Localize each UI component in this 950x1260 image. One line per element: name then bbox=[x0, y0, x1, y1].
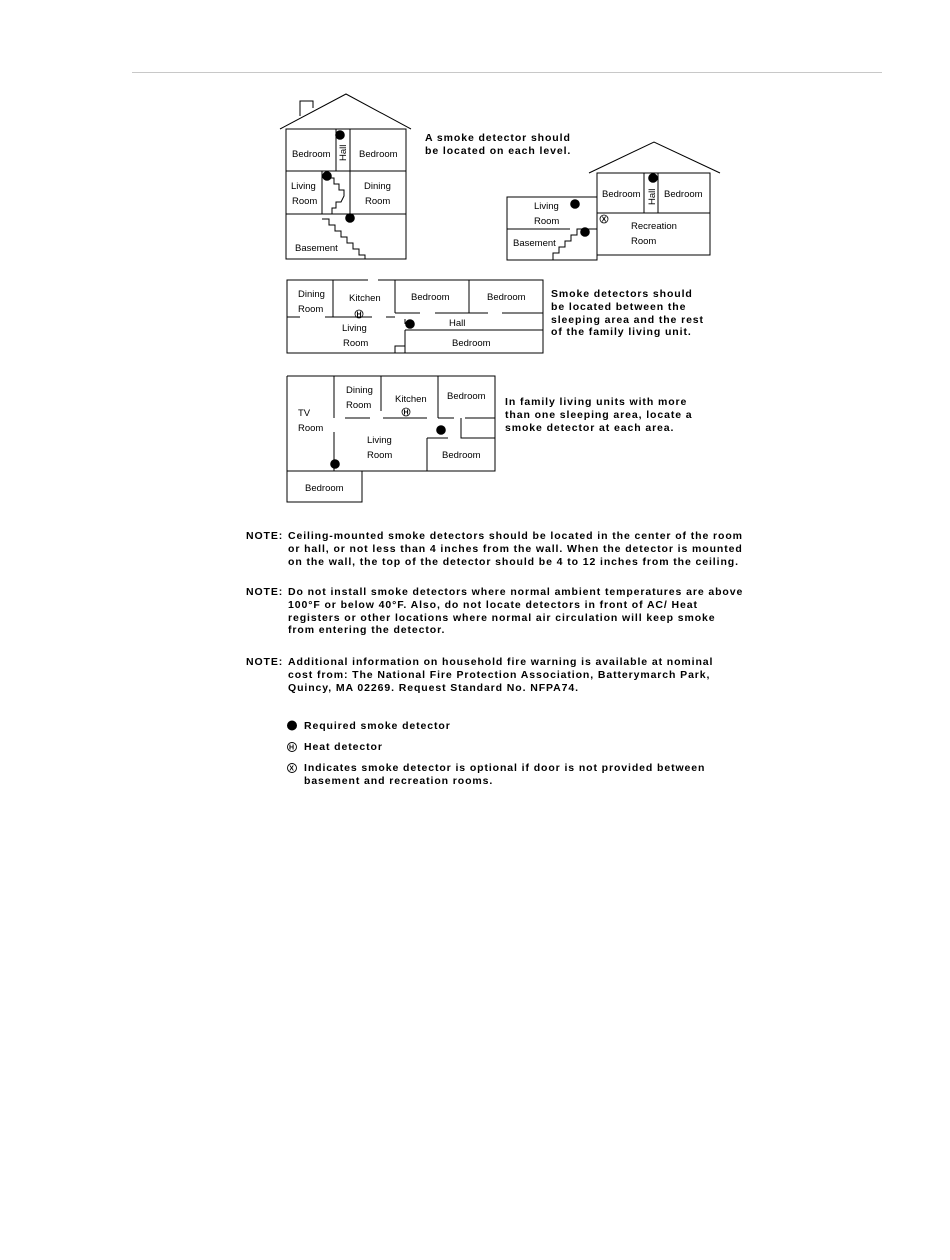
room-label: Basement bbox=[513, 238, 556, 249]
caption-between-areas: Smoke detectors should be located between the sleeping area and the rest of the family living unit. bbox=[551, 288, 704, 339]
room-label: Bedroom bbox=[602, 189, 641, 200]
room-label: Room bbox=[298, 304, 324, 315]
room-label: Bedroom bbox=[447, 391, 486, 402]
room-label: Recreation bbox=[631, 221, 677, 232]
room-label: Dining bbox=[364, 181, 391, 192]
room-label: Living bbox=[367, 435, 392, 446]
floor-plan-diagrams bbox=[0, 0, 950, 520]
heat-marker: H bbox=[403, 409, 409, 417]
required-smoke-detector-icon bbox=[346, 214, 355, 223]
room-label: Bedroom bbox=[292, 149, 331, 160]
heat-marker: H bbox=[356, 311, 362, 319]
room-label: Hall bbox=[449, 318, 466, 329]
note-text: Do not install smoke detectors where normal ambient temperatures are above 100°F or below 40°F. Also, do not locate detectors in front of AC/ Heat registers or other locations where normal air circulation will keep smoke from entering the detector. bbox=[288, 586, 744, 637]
room-label: Hall bbox=[647, 188, 658, 205]
svg-text:H: H bbox=[289, 744, 295, 752]
required-smoke-detector-icon bbox=[406, 320, 415, 329]
room-label: Hall bbox=[338, 144, 349, 161]
note-text: Ceiling-mounted smoke detectors should be located in the center of the room or hall, or not less than 4 inches from the wall. When the detector is mounted on the wall, the top of the detector should be 4 to 12 inches from the ceiling. bbox=[288, 530, 743, 568]
room-label: Room bbox=[631, 236, 657, 247]
note-label: NOTE: bbox=[246, 656, 284, 668]
room-label: Room bbox=[298, 423, 324, 434]
caption-multi-sleep: In family living units with more than one sleeping area, locate a smoke detector at each area. bbox=[505, 396, 693, 434]
required-smoke-detector-icon bbox=[323, 172, 332, 181]
required-smoke-detector-icon bbox=[437, 426, 446, 435]
room-label: Room bbox=[346, 400, 372, 411]
room-label: Room bbox=[365, 196, 391, 207]
required-smoke-detector-icon bbox=[571, 200, 580, 209]
heat-detector-icon bbox=[284, 741, 300, 755]
room-label: Bedroom bbox=[442, 450, 481, 461]
plan-1-diagram bbox=[287, 280, 543, 353]
room-label: Living bbox=[342, 323, 367, 334]
room-label: Dining bbox=[346, 385, 373, 396]
required-smoke-detector-icon bbox=[649, 174, 658, 183]
room-label: Bedroom bbox=[664, 189, 703, 200]
caption-each-level: A smoke detector should be located on each level. bbox=[425, 132, 572, 157]
room-label: Room bbox=[367, 450, 393, 461]
room-label: Bedroom bbox=[411, 292, 450, 303]
room-label: Kitchen bbox=[395, 394, 427, 405]
required-smoke-detector-icon bbox=[331, 460, 340, 469]
note-text: Additional information on household fire warning is available at nominal cost from: The National Fire Protection Association, Batterymarch Park, Quincy, MA 02269. Request Standard No. NFPA74. bbox=[288, 656, 714, 694]
room-label: Room bbox=[343, 338, 369, 349]
room-label: Kitchen bbox=[349, 293, 381, 304]
room-label: TV bbox=[298, 408, 311, 419]
house-1-diagram bbox=[280, 94, 411, 259]
room-label: Room bbox=[534, 216, 560, 227]
required-smoke-detector-icon bbox=[284, 720, 300, 734]
room-label: Bedroom bbox=[305, 483, 344, 494]
room-label: Living bbox=[291, 181, 316, 192]
note-label: NOTE: bbox=[246, 586, 284, 598]
optional-marker: X bbox=[601, 216, 607, 224]
room-label: Living bbox=[534, 201, 559, 212]
room-label: Dining bbox=[298, 289, 325, 300]
note-label: NOTE: bbox=[246, 530, 284, 542]
room-label: Bedroom bbox=[487, 292, 526, 303]
room-label: Bedroom bbox=[452, 338, 491, 349]
room-label: Bedroom bbox=[359, 149, 398, 160]
optional-smoke-detector-icon bbox=[284, 762, 300, 776]
room-label: Room bbox=[292, 196, 318, 207]
svg-text:X: X bbox=[289, 765, 295, 773]
required-smoke-detector-icon bbox=[581, 228, 590, 237]
room-label: Basement bbox=[295, 243, 338, 254]
required-smoke-detector-icon bbox=[336, 131, 345, 140]
